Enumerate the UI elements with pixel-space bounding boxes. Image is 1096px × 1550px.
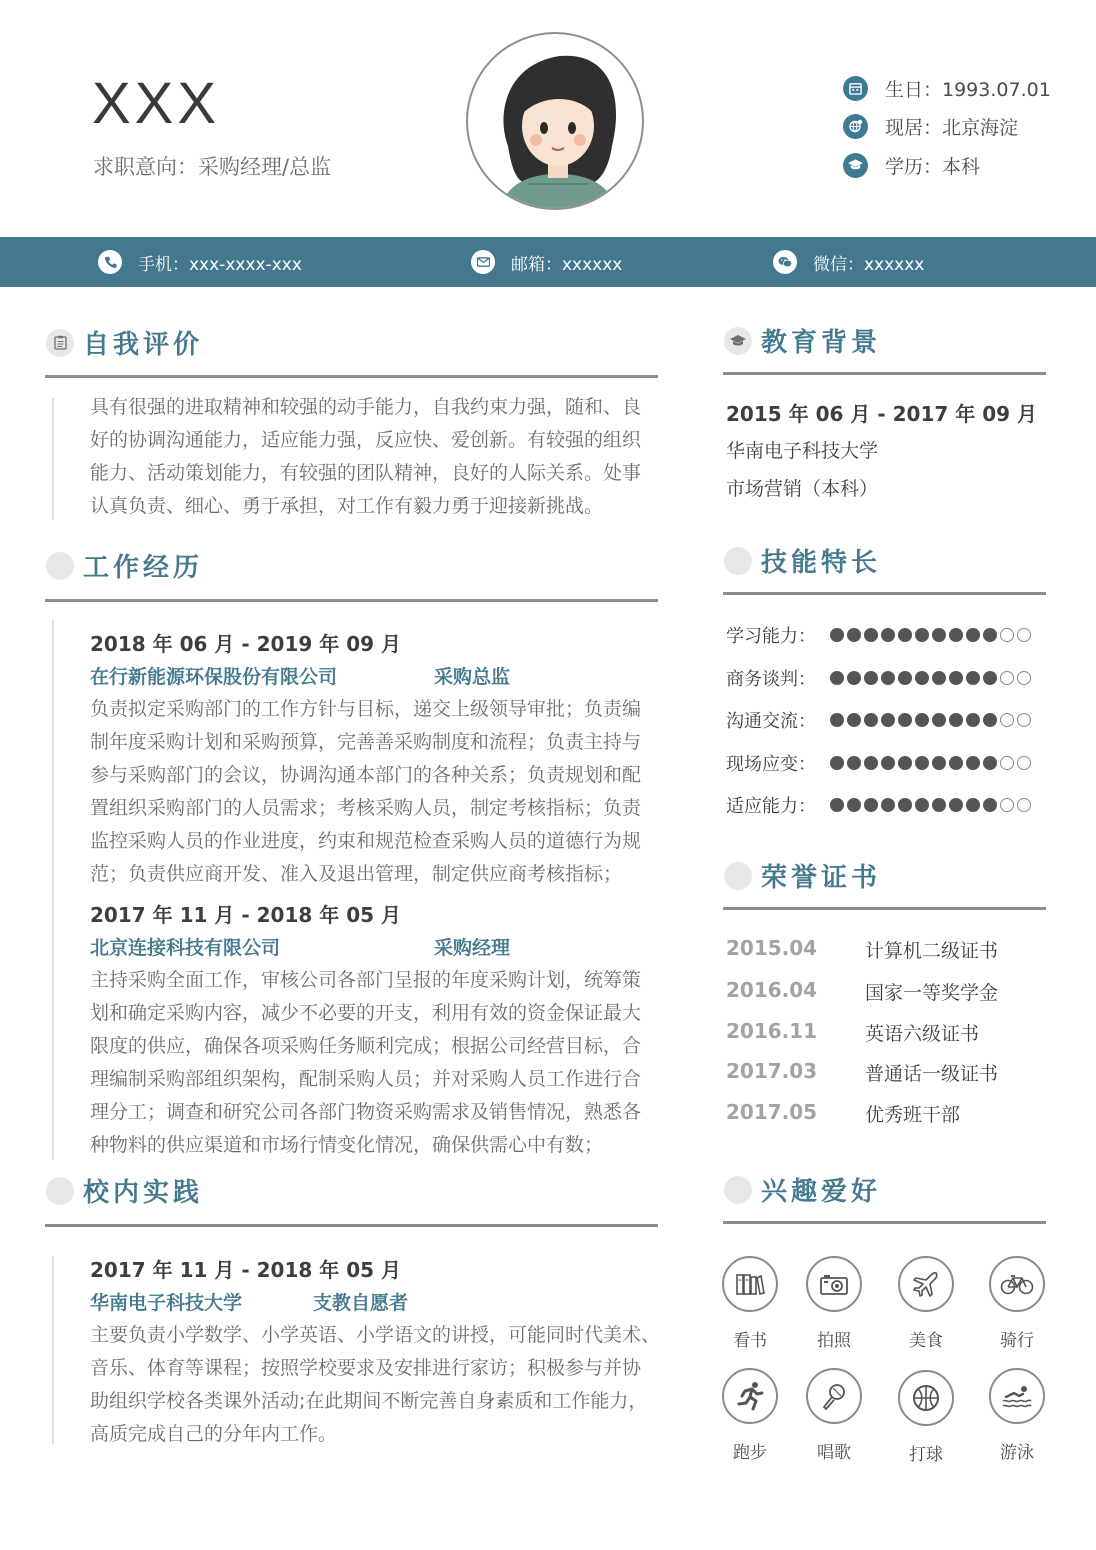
rating-dot-filled <box>864 671 878 685</box>
phone-item <box>98 237 302 287</box>
books-icon <box>722 1256 778 1312</box>
residence-text: 现居：北京海淀 <box>885 116 1019 139</box>
rating-dot-filled <box>983 671 997 685</box>
hobby-cycling: 骑行 <box>987 1256 1047 1351</box>
honor-date: 2016.11 <box>726 1019 818 1043</box>
rating-dot-filled <box>898 713 912 727</box>
rating-dot-filled <box>932 671 946 685</box>
hobbies-header <box>724 1171 881 1208</box>
airplane-icon <box>898 1256 954 1312</box>
rating-dot-filled <box>898 671 912 685</box>
work-1-company: 在行新能源环保股份有限公司 <box>90 666 338 688</box>
education-major: 市场营销（本科） <box>726 478 879 500</box>
rating-dot-empty <box>1000 798 1014 812</box>
campus-title: 校内实践 <box>83 1178 204 1208</box>
rating-dot-filled <box>932 628 946 642</box>
rating-dot-filled <box>983 628 997 642</box>
rating-dot-filled <box>949 713 963 727</box>
hobby-singing: 唱歌 <box>804 1368 864 1463</box>
skill-rating <box>830 798 1034 812</box>
campus-header <box>46 1172 203 1209</box>
bicycle-icon <box>989 1256 1045 1312</box>
rating-dot-filled <box>898 628 912 642</box>
work-divider <box>45 599 658 602</box>
graduation-cap-icon <box>724 327 752 355</box>
skill-label: 适应能力： <box>726 796 816 817</box>
hobby-swimming: 游泳 <box>987 1368 1047 1463</box>
self-eval-header <box>46 324 203 361</box>
rating-dot-filled <box>881 671 895 685</box>
work-1-description: 负责拟定采购部门的工作方针与目标，递交上级领导审批；负责编 制年度采购计划和采购预算，完善善采购制度和流程；负责主持与 参与采购部门的会议，协调沟通本部门的各种关系；负责规划和配 置组织采购部门的人员需求；考核采购人员，制定考核指标；负责 监控采购人员的作业进度，约束和规范检查采购人员的道德行为规 范；负责供应商开发、准入及退出管理，制定供应商考核指标； <box>90 698 642 885</box>
honor-date: 2015.04 <box>726 936 818 960</box>
hobby-food: 美食 <box>896 1256 956 1351</box>
skills-header <box>724 542 881 579</box>
rating-dot-filled <box>864 756 878 770</box>
rating-dot-empty <box>1017 756 1031 770</box>
job-intent: 求职意向：采购经理/总监 <box>93 155 332 179</box>
honors-title: 荣誉证书 <box>761 863 882 893</box>
campus-school: 华南电子科技大学 <box>90 1292 243 1314</box>
rating-dot-filled <box>949 628 963 642</box>
work-rail <box>52 620 54 1160</box>
rating-dot-filled <box>915 713 929 727</box>
honor-name: 国家一等奖学金 <box>865 982 999 1004</box>
hobbies-title: 兴趣爱好 <box>761 1177 882 1207</box>
honors-divider <box>723 907 1046 910</box>
section-dot-icon <box>724 1176 752 1204</box>
rating-dot-filled <box>949 756 963 770</box>
rating-dot-filled <box>966 798 980 812</box>
honor-date: 2017.05 <box>726 1100 818 1124</box>
rating-dot-filled <box>898 756 912 770</box>
self-eval-text: 具有很强的进取精神和较强的动手能力，自我约束力强，随和、良 好的协调沟通能力，适应能力强，反应快、爱创新。有较强的组织 能力、活动策划能力，有较强的团队精神，良好的人际关系。处事 认真负责、细心、勇于承担，对工作有毅力勇于迎接新挑战。 <box>90 396 642 517</box>
wechat-item <box>773 237 924 287</box>
rating-dot-filled <box>932 798 946 812</box>
skill-row <box>726 750 1034 776</box>
hobbies-divider <box>723 1221 1046 1224</box>
rating-dot-filled <box>983 756 997 770</box>
honor-name: 英语六级证书 <box>865 1023 980 1045</box>
skills-divider <box>723 592 1046 595</box>
phone-text: 手机：xxx-xxxx-xxx <box>138 254 302 275</box>
work-2-date: 2017 年 11 月 - 2018 年 05 月 <box>90 903 401 927</box>
skill-rating <box>830 628 1034 642</box>
hobby-photography: 拍照 <box>804 1256 864 1351</box>
rating-dot-empty <box>1017 798 1031 812</box>
rating-dot-filled <box>949 671 963 685</box>
hobby-reading: 看书 <box>720 1256 780 1351</box>
education-header <box>724 322 881 359</box>
rating-dot-filled <box>915 628 929 642</box>
education-date: 2015 年 06 月 - 2017 年 09 月 <box>726 402 1037 426</box>
rating-dot-filled <box>881 756 895 770</box>
rating-dot-filled <box>983 713 997 727</box>
skill-label: 现场应变： <box>726 754 816 775</box>
section-dot-icon <box>46 1177 74 1205</box>
rating-dot-filled <box>932 713 946 727</box>
rating-dot-empty <box>1017 628 1031 642</box>
wechat-text: 微信：xxxxxx <box>813 254 925 275</box>
skill-label: 学习能力： <box>726 626 816 647</box>
skill-label: 沟通交流： <box>726 711 816 732</box>
education-divider <box>723 372 1046 375</box>
education-school: 华南电子科技大学 <box>726 440 879 462</box>
rating-dot-filled <box>847 713 861 727</box>
honor-date: 2017.03 <box>726 1059 818 1083</box>
skill-row <box>726 622 1034 648</box>
self-eval-rail <box>52 398 54 520</box>
campus-role: 支教自愿者 <box>313 1292 409 1314</box>
residence-row <box>843 112 1018 140</box>
campus-divider <box>45 1224 658 1227</box>
skill-label: 商务谈判： <box>726 669 816 690</box>
rating-dot-filled <box>830 628 844 642</box>
skill-rating <box>830 713 1034 727</box>
rating-dot-empty <box>1000 713 1014 727</box>
clipboard-icon <box>46 329 74 357</box>
rating-dot-filled <box>898 798 912 812</box>
work-2-company: 北京连接科技有限公司 <box>90 937 281 959</box>
mail-icon <box>471 250 495 274</box>
rating-dot-filled <box>966 713 980 727</box>
section-dot-icon <box>724 547 752 575</box>
birthday-row <box>843 74 1051 102</box>
rating-dot-filled <box>847 628 861 642</box>
wechat-icon <box>773 250 797 274</box>
candidate-name: XXX <box>92 71 221 136</box>
rating-dot-filled <box>932 756 946 770</box>
rating-dot-filled <box>966 628 980 642</box>
rating-dot-filled <box>847 798 861 812</box>
rating-dot-filled <box>966 671 980 685</box>
honors-header <box>724 857 881 894</box>
camera-icon <box>806 1256 862 1312</box>
section-dot-icon <box>724 862 752 890</box>
graduation-cap-icon <box>843 153 868 178</box>
honor-name: 优秀班干部 <box>865 1104 961 1126</box>
rating-dot-filled <box>915 671 929 685</box>
skill-row <box>726 665 1034 691</box>
rating-dot-filled <box>949 798 963 812</box>
work-title: 工作经历 <box>83 553 204 583</box>
education-row <box>843 151 980 179</box>
rating-dot-filled <box>881 798 895 812</box>
rating-dot-filled <box>983 798 997 812</box>
self-eval-title: 自我评价 <box>83 330 204 360</box>
campus-date: 2017 年 11 月 - 2018 年 05 月 <box>90 1258 401 1282</box>
running-icon <box>722 1368 778 1424</box>
email-item <box>471 237 622 287</box>
section-dot-icon <box>46 552 74 580</box>
rating-dot-filled <box>830 756 844 770</box>
honor-name: 普通话一级证书 <box>865 1063 999 1085</box>
rating-dot-filled <box>864 713 878 727</box>
skill-rating <box>830 671 1034 685</box>
globe-pin-icon <box>843 114 868 139</box>
rating-dot-filled <box>847 671 861 685</box>
work-2-position: 采购经理 <box>434 937 511 959</box>
rating-dot-empty <box>1000 628 1014 642</box>
rating-dot-filled <box>966 756 980 770</box>
calendar-icon <box>843 76 868 101</box>
work-2-description: 主持采购全面工作，审核公司各部门呈报的年度采购计划，统筹策 划和确定采购内容，减少不必要的开支，利用有效的资金保证最大 限度的供应，确保各项采购任务顺利完成；根据公司经营目标，合 理编制采购部组织架构，配制采购人员；并对采购人员工作进行合 理分工；调查和研究公司各部门物资采购需求及销售情况，熟悉各 种物料的供应渠道和市场行情变化情况，确保供需心中有数； <box>90 969 642 1156</box>
hobby-ball: 打球 <box>896 1370 956 1465</box>
education-title: 教育背景 <box>761 328 882 358</box>
honor-date: 2016.04 <box>726 978 818 1002</box>
rating-dot-filled <box>830 798 844 812</box>
contact-bar <box>0 237 1096 287</box>
work-1-position: 采购总监 <box>434 666 511 688</box>
rating-dot-empty <box>1000 671 1014 685</box>
rating-dot-filled <box>830 671 844 685</box>
rating-dot-filled <box>830 713 844 727</box>
skill-rating <box>830 756 1034 770</box>
phone-icon <box>98 250 122 274</box>
work-1-date: 2018 年 06 月 - 2019 年 09 月 <box>90 632 401 656</box>
email-text: 邮箱：xxxxxx <box>511 254 623 275</box>
rating-dot-empty <box>1017 671 1031 685</box>
honor-name: 计算机二级证书 <box>865 940 999 962</box>
swimming-icon <box>989 1368 1045 1424</box>
education-text: 学历：本科 <box>885 155 981 178</box>
skill-row <box>726 707 1034 733</box>
avatar <box>466 32 644 210</box>
campus-rail <box>52 1256 54 1444</box>
rating-dot-filled <box>864 628 878 642</box>
rating-dot-filled <box>881 713 895 727</box>
rating-dot-empty <box>1000 756 1014 770</box>
self-eval-divider <box>45 375 658 378</box>
hobby-running: 跑步 <box>720 1368 780 1463</box>
skills-title: 技能特长 <box>761 548 882 578</box>
rating-dot-filled <box>847 756 861 770</box>
campus-description: 主要负责小学数学、小学英语、小学语文的讲授，可能同时代美术、 音乐、体育等课程；按照学校要求及安排进行家访；积极参与并协 助组织学校各类课外活动;在此期间不断完善自身素质和工作能力， 高质完成自己的分年内工作。 <box>90 1324 661 1445</box>
skill-row <box>726 792 1034 818</box>
birthday-text: 生日：1993.07.01 <box>885 78 1051 101</box>
microphone-icon <box>806 1368 862 1424</box>
rating-dot-filled <box>915 756 929 770</box>
rating-dot-filled <box>881 628 895 642</box>
rating-dot-filled <box>864 798 878 812</box>
rating-dot-filled <box>915 798 929 812</box>
basketball-icon <box>898 1370 954 1426</box>
rating-dot-empty <box>1017 713 1031 727</box>
work-header <box>46 547 203 584</box>
